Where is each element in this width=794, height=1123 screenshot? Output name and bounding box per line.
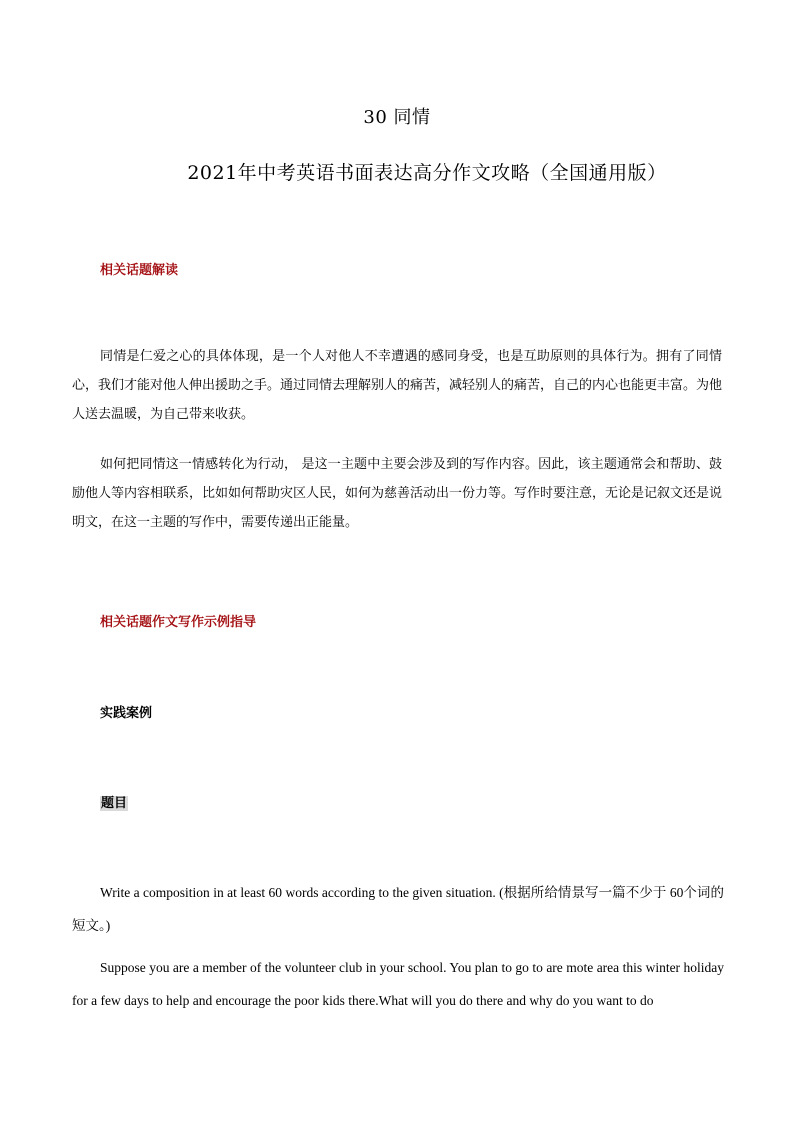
question-heading-text: 题目 xyxy=(101,796,128,811)
question-situation-paragraph: Suppose you are a member of the volunteer club in your school. You plan to go to are mote area this winter holiday for a few days to help and encourage the poor kids there.What will you do there and why do you want to do xyxy=(72,960,724,1008)
topic-reading-heading: 相关话题解读 xyxy=(100,263,179,278)
topic-reading-paragraph-1: 同情是仁爱之心的具体体现，是一个人对他人不幸遭遇的感同身受，也是互助原则的具体行为。拥有了同情心，我们才能对他人伸出援助之手。通过同情去理解别人的痛苦，减轻别人的痛苦，自己的内心也能更丰富。为他人送去温暖，为自己带来收获。 xyxy=(72,349,723,422)
question-instruction-paragraph: Write a composition in at least 60 words according to the given situation. (根据所给情景写一篇不少于 60个词的短文。) xyxy=(72,885,724,933)
question-heading xyxy=(100,792,128,811)
topic-reading-paragraph-2: 如何把同情这一情感转化为行动， 是这一主题中主要会涉及到的写作内容。因此，该主题通常会和帮助、鼓励他人等内容相联系，比如如何帮助灾区人民，如何为慈善活动出一份力等。写作时要注意，无论是记叙文还是说明文，在这一主题的写作中，需要传递出正能量。 xyxy=(72,457,723,530)
writing-guide-heading: 相关话题作文写作示例指导 xyxy=(100,615,257,630)
document-number-title: 30 同情 xyxy=(363,107,431,128)
document-subtitle: 2021年中考英语书面表达高分作文攻略（全国通用版） xyxy=(187,162,667,184)
practice-heading: 实践案例 xyxy=(100,706,153,721)
